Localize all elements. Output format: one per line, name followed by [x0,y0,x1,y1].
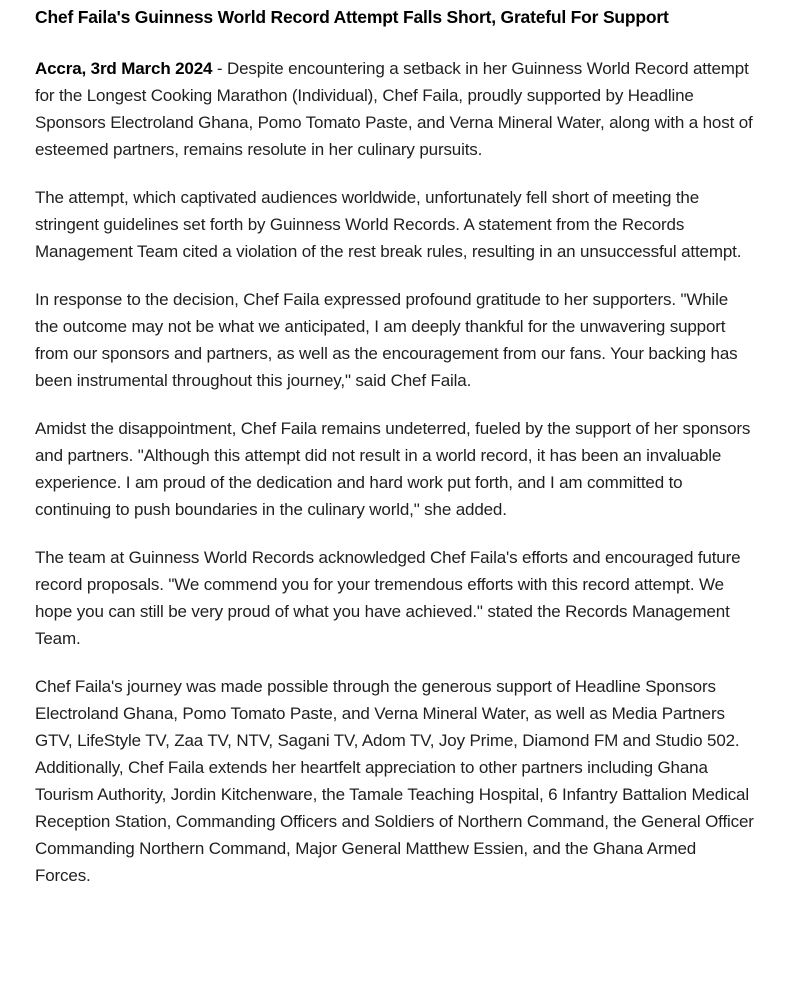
dateline: Accra, 3rd March 2024 [35,58,213,78]
paragraph-text: - Despite encountering a setback in her Guinness World Record attempt for the Longest Cooking Marathon (Individual), Chef Faila, proudly supported by Headline Sponsors Electroland Ghana, Pomo Tomato Paste, and Verna Mineral Water, along with a host of esteemed partners, remains resolute in her culinary pursuits. [35,58,753,159]
paragraph-chef-resolve: Amidst the disappointment, Chef Faila remains undeterred, fueled by the support of her sponsors and partners. "Although this attempt did not result in a world record, it has been an invaluable experience. I am proud of the dedication and hard work put forth, and I am committed to continuing to push boundaries in the culinary world," she added. [35,418,751,519]
paragraph-dateline [35,55,755,163]
paragraph-attempt-outcome: The attempt, which captivated audiences worldwide, unfortunately fell short of meeting the stringent guidelines set forth by Guinness World Records. A statement from the Records Management Team cited a violation of the rest break rules, resulting in an unsuccessful attempt. [35,187,742,261]
paragraph-sponsors-thanks: Chef Faila's journey was made possible through the generous support of Headline Sponsors Electroland Ghana, Pomo Tomato Paste, and Verna Mineral Water, as well as Media Partners GTV, LifeStyle TV, Zaa TV, NTV, Sagani TV, Adom TV, Joy Prime, Diamond FM and Studio 502. Additionally, Chef Faila extends her heartfelt appreciation to other partners including Ghana Tourism Authority, Jordin Kitchenware, the Tamale Teaching Hospital, 6 Infantry Battalion Medical Reception Station, Commanding Officers and Soldiers of Northern Command, the General Officer Commanding Northern Command, Major General Matthew Essien, and the Ghana Armed Forces. [35,676,754,885]
paragraph-gwr-statement: The team at Guinness World Records acknowledged Chef Faila's efforts and encouraged future record proposals. "We commend you for your tremendous efforts with this record attempt. We hope you can still be very proud of what you have achieved." stated the Records Management Team. [35,547,741,648]
paragraph-chef-response: In response to the decision, Chef Faila expressed profound gratitude to her supporters. "While the outcome may not be what we anticipated, I am deeply thankful for the unwavering support from our sponsors and partners, as well as the encouragement from our fans. Your backing has been instrumental throughout this journey," said Chef Faila. [35,289,738,390]
document-title: Chef Faila's Guinness World Record Attempt Falls Short, Grateful For Support [35,7,669,27]
